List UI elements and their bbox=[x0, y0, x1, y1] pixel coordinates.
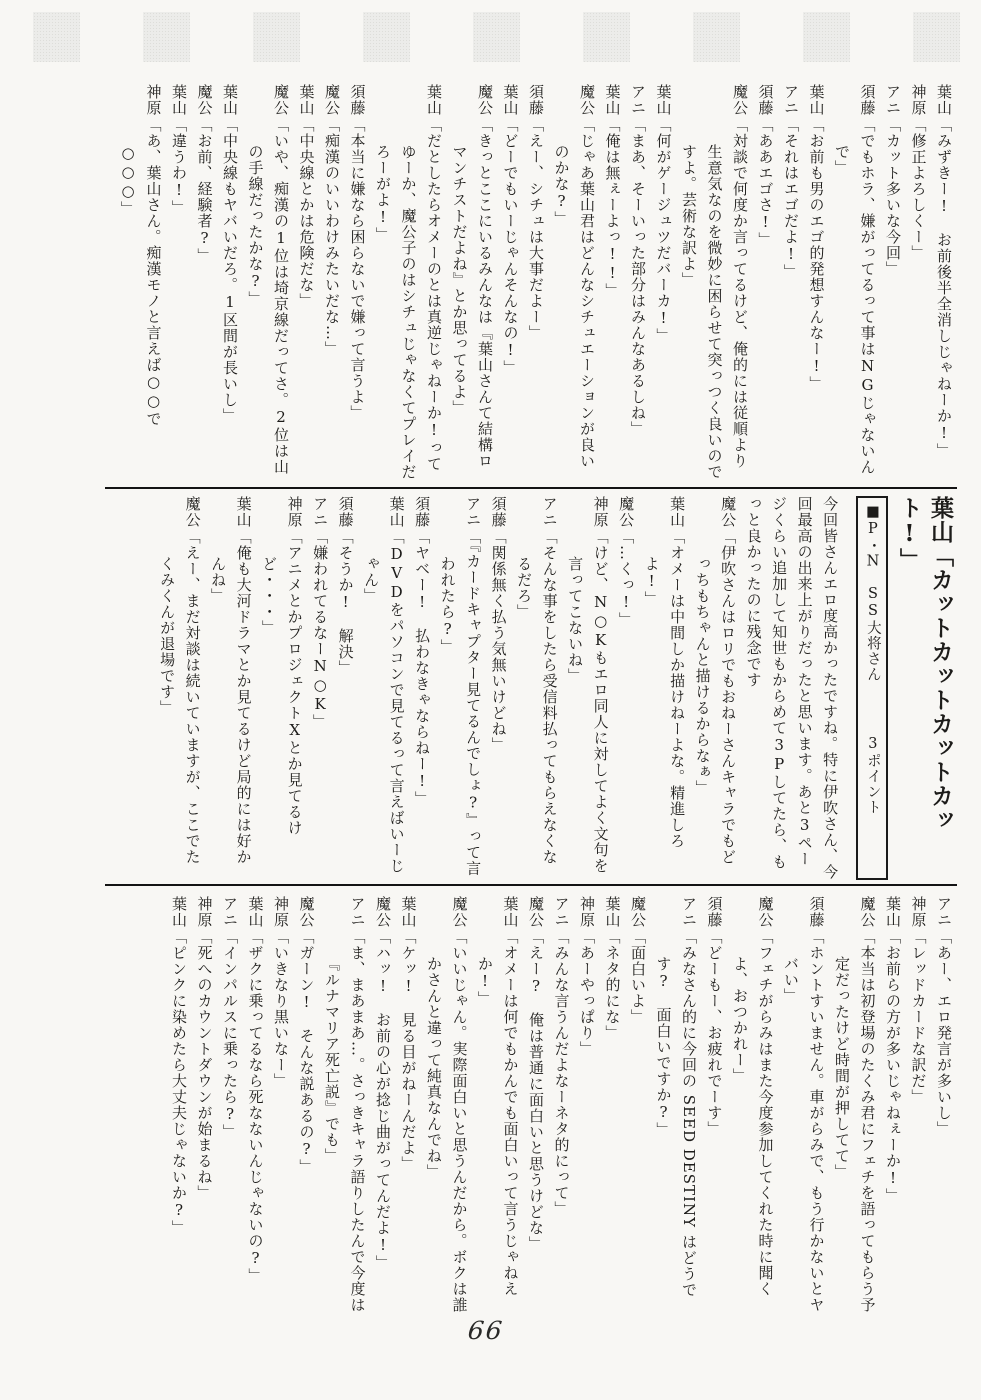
speaker-name: 葉山 bbox=[234, 496, 253, 528]
speaker-name: 魔公 bbox=[756, 896, 775, 928]
speaker-name: 葉山 bbox=[399, 896, 418, 928]
dialogue-text: 「まあ、そーいった部分はみんなあるしね」 bbox=[629, 117, 647, 437]
dialogue-text: 「そうか! 解決」 bbox=[336, 529, 355, 676]
dialogue-text: 「ハッ! お前の心が捻じ曲がってんだよ!」 bbox=[374, 929, 392, 1271]
dialogue-line bbox=[905, 896, 931, 1320]
dialogue-line bbox=[562, 496, 613, 880]
dialogue-line bbox=[242, 896, 268, 1320]
speaker-name: 須藤 bbox=[336, 496, 355, 528]
dialogue-text: 「ガーン! そんな説あるの?」 bbox=[297, 929, 316, 1175]
dialogue-text: 「ホントすいません。車がらみで、もう行かないとヤバい」 bbox=[782, 929, 826, 1313]
dialogue-line bbox=[523, 896, 549, 1320]
dialogue-text: 「フェチがらみはまた今度参加してくれた時に聞くよ、おつかれー」 bbox=[731, 929, 775, 1297]
dialogue-text: 「何がゲージュツだバーカ!」 bbox=[654, 117, 673, 344]
speaker-name: 葉山 bbox=[668, 496, 687, 528]
dialogue-line bbox=[395, 896, 421, 1320]
speaker-name: 須藤 bbox=[413, 496, 432, 528]
dialogue-line bbox=[650, 84, 676, 482]
section-divider bbox=[105, 884, 957, 886]
speaker-name: 魔公 bbox=[450, 896, 469, 928]
dialogue-line bbox=[358, 496, 409, 880]
dialogue-text: 「カット多いな今回」 bbox=[884, 117, 902, 277]
speaker-name: 葉山 bbox=[654, 84, 673, 116]
speaker-name: 須藤 bbox=[705, 896, 724, 928]
speaker-name: 魔公 bbox=[476, 84, 494, 116]
dialogue-text: 「ケッ! 見る目がねーんだよ」 bbox=[399, 929, 418, 1172]
dialogue-section-middle bbox=[108, 496, 956, 880]
dialogue-line bbox=[625, 84, 651, 482]
dialogue-line bbox=[421, 896, 472, 1320]
speaker-name: アニ bbox=[311, 496, 330, 528]
dialogue-line bbox=[370, 84, 447, 482]
dialogue-text: 「痴漢のいいわけみたいだな…」 bbox=[323, 117, 341, 357]
speaker-name: 葉山 bbox=[170, 896, 188, 928]
scan-artifact-square bbox=[473, 12, 520, 62]
speaker-name: アニ bbox=[464, 496, 483, 528]
dialogue-line bbox=[638, 496, 689, 880]
narration-line bbox=[740, 496, 842, 880]
speaker-name: 葉山 bbox=[221, 84, 239, 116]
speaker-name: 葉山 bbox=[603, 84, 622, 116]
dialogue-line bbox=[485, 496, 511, 880]
dialogue-text: 「あー、エロ発言が多いし」 bbox=[935, 929, 953, 1137]
dialogue-line bbox=[829, 896, 880, 1320]
speaker-name: アニ bbox=[348, 896, 367, 928]
dialogue-line bbox=[242, 84, 293, 482]
dialogue-text: 「お前も男のエゴ的発想すんなー!」 bbox=[807, 117, 826, 392]
speaker-name: 葉山 bbox=[501, 84, 520, 116]
dialogue-line bbox=[293, 84, 319, 482]
speaker-name: 須藤 bbox=[756, 84, 775, 116]
speaker-name: アニ bbox=[935, 896, 953, 928]
dialogue-line bbox=[931, 896, 957, 1320]
speaker-name: 魔公 bbox=[183, 496, 202, 528]
scan-artifact-square bbox=[583, 12, 630, 62]
dialogue-line bbox=[880, 896, 906, 1320]
dialogue-text: 「いきなり黒いなー」 bbox=[272, 929, 290, 1089]
dialogue-line bbox=[268, 896, 294, 1320]
dialogue-text: 「そんな事をしたら受信料払ってもらえなくなるだろ」 bbox=[515, 529, 559, 865]
scan-artifact-square bbox=[803, 12, 850, 62]
dialogue-text: 「ザクに乗ってるなら死なないんじゃないの?」 bbox=[246, 929, 265, 1284]
dialogue-text: 「本当に嫌なら困らないで嫌って言うよ」 bbox=[348, 117, 367, 421]
dialogue-text: 「だとしたらオメーのとは真逆じゃねーか!ってゆーか、魔公子のはシチュじゃなくてプレイだろーがよ!」 bbox=[374, 117, 443, 480]
dialogue-text: 「じゃあ葉山君はどんなシチュエーションが良いのかな?」 bbox=[552, 117, 596, 469]
speaker-name: アニ bbox=[680, 896, 698, 928]
speaker-name: 神原 bbox=[909, 84, 928, 116]
dialogue-line bbox=[205, 496, 256, 880]
speaker-name: 須藤 bbox=[348, 84, 367, 116]
speaker-name: 魔公 bbox=[719, 496, 738, 528]
dialogue-text: 「けど、N○Kもエロ同人に対してよく文句を言ってこないね」 bbox=[566, 529, 610, 874]
dialogue-line bbox=[803, 84, 829, 482]
scan-artifact-square bbox=[143, 12, 190, 62]
dialogue-line bbox=[613, 496, 639, 880]
dialogue-line bbox=[599, 896, 625, 1320]
speaker-name: 神原 bbox=[285, 496, 304, 528]
dialogue-text: 「レッドカードな訳だ」 bbox=[909, 929, 928, 1105]
speaker-name: アニ bbox=[629, 84, 647, 116]
speaker-name: 神原 bbox=[591, 496, 610, 528]
dialogue-line bbox=[434, 496, 485, 880]
dialogue-text: 「ああエゴさ!」 bbox=[756, 117, 775, 248]
dialogue-line bbox=[497, 84, 523, 482]
scan-artifact-square bbox=[363, 12, 410, 62]
dialogue-text: 「どーでもいーじゃんそんなの!」 bbox=[501, 117, 520, 376]
points-label: 3ポイント bbox=[864, 735, 881, 815]
scan-artifact-square bbox=[253, 12, 300, 62]
dialogue-line bbox=[293, 896, 319, 1320]
dialogue-line bbox=[217, 896, 243, 1320]
speaker-name: 神原 bbox=[195, 896, 214, 928]
speaker-name: 葉山 bbox=[387, 496, 406, 528]
dialogue-line bbox=[676, 84, 753, 482]
penname-box bbox=[856, 496, 888, 880]
dialogue-text: 「えー、まだ対談は続いていますが、ここでたくみくんが退場です」 bbox=[158, 529, 202, 865]
speaker-name: 葉山 bbox=[935, 84, 953, 116]
speaker-name: 葉山 bbox=[425, 84, 443, 116]
speaker-name: 魔公 bbox=[297, 896, 316, 928]
dialogue-text: 「きっとここにいるみんなは『葉山さんて結構ロマンチストだよね』とか思ってるよ」 bbox=[450, 117, 494, 469]
speaker-name: 神原 bbox=[578, 896, 596, 928]
dialogue-text: 「でもホラ、嫌がってるって事はNGじゃないんで」 bbox=[833, 117, 877, 475]
dialogue-line bbox=[332, 496, 358, 880]
dialogue-line bbox=[548, 84, 599, 482]
dialogue-text: 「どーもー、お疲れでーす」 bbox=[705, 929, 724, 1137]
dialogue-line bbox=[905, 84, 931, 482]
dialogue-text: 「あーやっぱり」 bbox=[578, 929, 596, 1057]
dialogue-line bbox=[829, 84, 880, 482]
dialogue-text: 「オメーは中間しか描けねーよな。精進しろよ!」 bbox=[642, 529, 687, 849]
dialogue-line bbox=[650, 896, 701, 1320]
dialogue-text: 「…くっ!」 bbox=[617, 529, 636, 628]
speaker-name: 神原 bbox=[144, 84, 163, 116]
speaker-name: 須藤 bbox=[858, 84, 877, 116]
dialogue-line bbox=[548, 896, 574, 1320]
speaker-name: 葉山 bbox=[501, 896, 520, 928]
dialogue-text: 「あ、葉山さん。痴漢モノと言えば○○で○○○」 bbox=[119, 117, 163, 427]
dialogue-line bbox=[217, 84, 243, 482]
dialogue-text: 「えー、シチュは大事だよー」 bbox=[527, 117, 545, 341]
speaker-name: 葉山 bbox=[170, 84, 188, 116]
dialogue-text: 「ピンクに染めたら大丈夫じゃないか?」 bbox=[170, 929, 188, 1236]
speaker-name: 魔公 bbox=[629, 896, 647, 928]
dialogue-lines-middle bbox=[154, 496, 843, 880]
dialogue-line bbox=[511, 496, 562, 880]
dialogue-text: 「ま、まあまあ…。さっきキャラ語りしたんで今度は『ルナマリア死亡説』でも」 bbox=[323, 929, 367, 1313]
speaker-name: 葉山 bbox=[807, 84, 826, 116]
dialogue-line bbox=[446, 84, 497, 482]
dialogue-line bbox=[599, 84, 625, 482]
dialogue-text: 「いや、痴漢の1位は埼京線だってさ。2位は山の手線だったかな?」 bbox=[246, 117, 290, 475]
dialogue-text: 今回皆さんエロ度高かったですね。特に伊吹さん、今回最高の出来上がりだったと思います。あと3ページくらい追加して知世もからめて3Pしてたら、もっと良かったのに残念です bbox=[744, 496, 840, 880]
dialogue-line bbox=[370, 896, 396, 1320]
dialogue-line bbox=[307, 496, 333, 880]
dialogue-text: 「アニメとかプロジェクトXとか見てるけど・・・」 bbox=[260, 529, 304, 836]
dialogue-line bbox=[191, 84, 217, 482]
dialogue-line bbox=[752, 84, 778, 482]
scan-artifact-square bbox=[33, 12, 80, 62]
dialogue-line bbox=[574, 896, 600, 1320]
dialogue-line bbox=[319, 896, 370, 1320]
dialogue-text: 「本当は初登場のたくみ君にフェチを語ってもらう予定だったけど時間が押してて」 bbox=[833, 929, 877, 1313]
speaker-name: 葉山 bbox=[603, 896, 622, 928]
penname-label: ■P・N SS大将さん bbox=[864, 504, 881, 682]
speaker-name: 葉山 bbox=[884, 896, 902, 928]
scan-artifact-strip bbox=[0, 0, 981, 70]
speaker-name: 須藤 bbox=[807, 896, 826, 928]
dialogue-line bbox=[115, 84, 166, 482]
dialogue-line bbox=[701, 896, 727, 1320]
dialogue-text: 「オメーは何でもかんでも面白いって言うじゃねえか!」 bbox=[476, 929, 520, 1297]
dialogue-line bbox=[523, 84, 549, 482]
dialogue-line bbox=[689, 496, 740, 880]
dialogue-text: 「ヤベー! 払わなきゃならねー!」 bbox=[413, 529, 432, 807]
dialogue-text: 「関係無く払う気無いけどね」 bbox=[489, 529, 508, 753]
dialogue-text: 「俺も大河ドラマとか見てるけど局的には好かんね」 bbox=[209, 529, 253, 865]
dialogue-line bbox=[191, 896, 217, 1320]
dialogue-section-bottom bbox=[108, 896, 956, 1320]
speaker-name: 神原 bbox=[909, 896, 928, 928]
speaker-name: 須藤 bbox=[489, 496, 508, 528]
speaker-name: アニ bbox=[552, 896, 571, 928]
dialogue-line bbox=[256, 496, 307, 880]
dialogue-text: 「それはエゴだよ!」 bbox=[782, 117, 800, 280]
speaker-name: アニ bbox=[884, 84, 902, 116]
speaker-name: 魔公 bbox=[374, 896, 392, 928]
speaker-name: 魔公 bbox=[578, 84, 596, 116]
speaker-name: 葉山 bbox=[246, 896, 265, 928]
dialogue-text: 「お前、経験者?」 bbox=[195, 117, 214, 264]
dialogue-line bbox=[409, 496, 435, 880]
dialogue-line bbox=[931, 84, 957, 482]
speaker-name: 魔公 bbox=[731, 84, 749, 116]
dialogue-line bbox=[472, 896, 523, 1320]
dialogue-line bbox=[625, 896, 651, 1320]
speaker-name: 魔公 bbox=[527, 896, 545, 928]
dialogue-line bbox=[166, 896, 192, 1320]
dialogue-section-top bbox=[108, 84, 956, 482]
speaker-name: 神原 bbox=[272, 896, 290, 928]
dialogue-line bbox=[778, 896, 829, 1320]
dialogue-text: 「DVDをパソコンで見てるって言えばいーじゃん」 bbox=[362, 529, 406, 874]
speaker-name: 葉山 bbox=[297, 84, 316, 116]
speaker-name: アニ bbox=[221, 896, 239, 928]
speaker-name: 魔公 bbox=[272, 84, 290, 116]
dialogue-line bbox=[880, 84, 906, 482]
speaker-name: 須藤 bbox=[527, 84, 545, 116]
dialogue-text: 「面白いよ」 bbox=[629, 929, 647, 1025]
dialogue-text: 「いいじゃん。実際面白いと思うんだから。ボクは誰かさんと違って純真なんでね」 bbox=[425, 929, 469, 1313]
dialogue-text: 「伊吹さんはロリでもおねーさんキャラでもどっちもちゃんと描けるからなぁ」 bbox=[693, 529, 738, 865]
dialogue-text: 「みんな言うんだよなーネタ的にって」 bbox=[552, 929, 571, 1217]
dialogue-text: 「対談で何度か言ってるけど、俺的には従順より生意気なのを微妙に困らせて突っつく良いのですよ。芸術な訳よ」 bbox=[680, 117, 749, 480]
dialogue-text: 「インパルスに乗ったら?」 bbox=[221, 929, 239, 1140]
page-number: 66 bbox=[466, 1316, 506, 1345]
dialogue-text: 「えー? 俺は普通に面白いと思うけどな」 bbox=[527, 929, 545, 1252]
speaker-name: アニ bbox=[540, 496, 559, 528]
dialogue-line bbox=[166, 84, 192, 482]
speaker-name: アニ bbox=[782, 84, 800, 116]
dialogue-line bbox=[344, 84, 370, 482]
dialogue-text: 「ネタ的にな」 bbox=[603, 929, 622, 1041]
dialogue-line bbox=[154, 496, 205, 880]
speaker-name: 魔公 bbox=[617, 496, 636, 528]
dialogue-text: 「中央線もヤバいだろ。1区間が長いし」 bbox=[221, 117, 239, 424]
speaker-name: 魔公 bbox=[323, 84, 341, 116]
dialogue-text: 「嫌われてるなーN○K」 bbox=[311, 529, 330, 730]
dialogue-text: 「『カードキャプター見てるんでしょ?』って言われたら?」 bbox=[438, 529, 483, 877]
dialogue-text: 「俺は無ぇーよっ!!」 bbox=[603, 117, 622, 299]
dialogue-text: 「みずきー! お前後半全消しじゃねーか!」 bbox=[935, 117, 953, 459]
dialogue-text: 「違うわ!」 bbox=[170, 117, 188, 216]
dialogue-text: 「修正よろしくー」 bbox=[909, 117, 928, 261]
dialogue-text: 「みなさん的に今回の SEED DESTINY はどうです? 面白いですか?」 bbox=[654, 929, 698, 1298]
dialogue-line bbox=[727, 896, 778, 1320]
dialogue-text: 「お前らの方が多いじゃねぇーか!」 bbox=[884, 929, 902, 1204]
section-title: 葉山「カットカットカットカット!」 bbox=[895, 496, 954, 832]
scan-artifact-square bbox=[693, 12, 740, 62]
dialogue-line bbox=[319, 84, 345, 482]
speaker-name: 魔公 bbox=[858, 896, 877, 928]
scan-artifact-square bbox=[913, 12, 960, 62]
dialogue-text: 「中央線とかは危険だな」 bbox=[297, 117, 316, 309]
dialogue-line bbox=[778, 84, 804, 482]
dialogue-text: 「死へのカウントダウンが始まるね」 bbox=[195, 929, 214, 1201]
speaker-name: 魔公 bbox=[195, 84, 214, 116]
section-divider bbox=[105, 487, 957, 489]
